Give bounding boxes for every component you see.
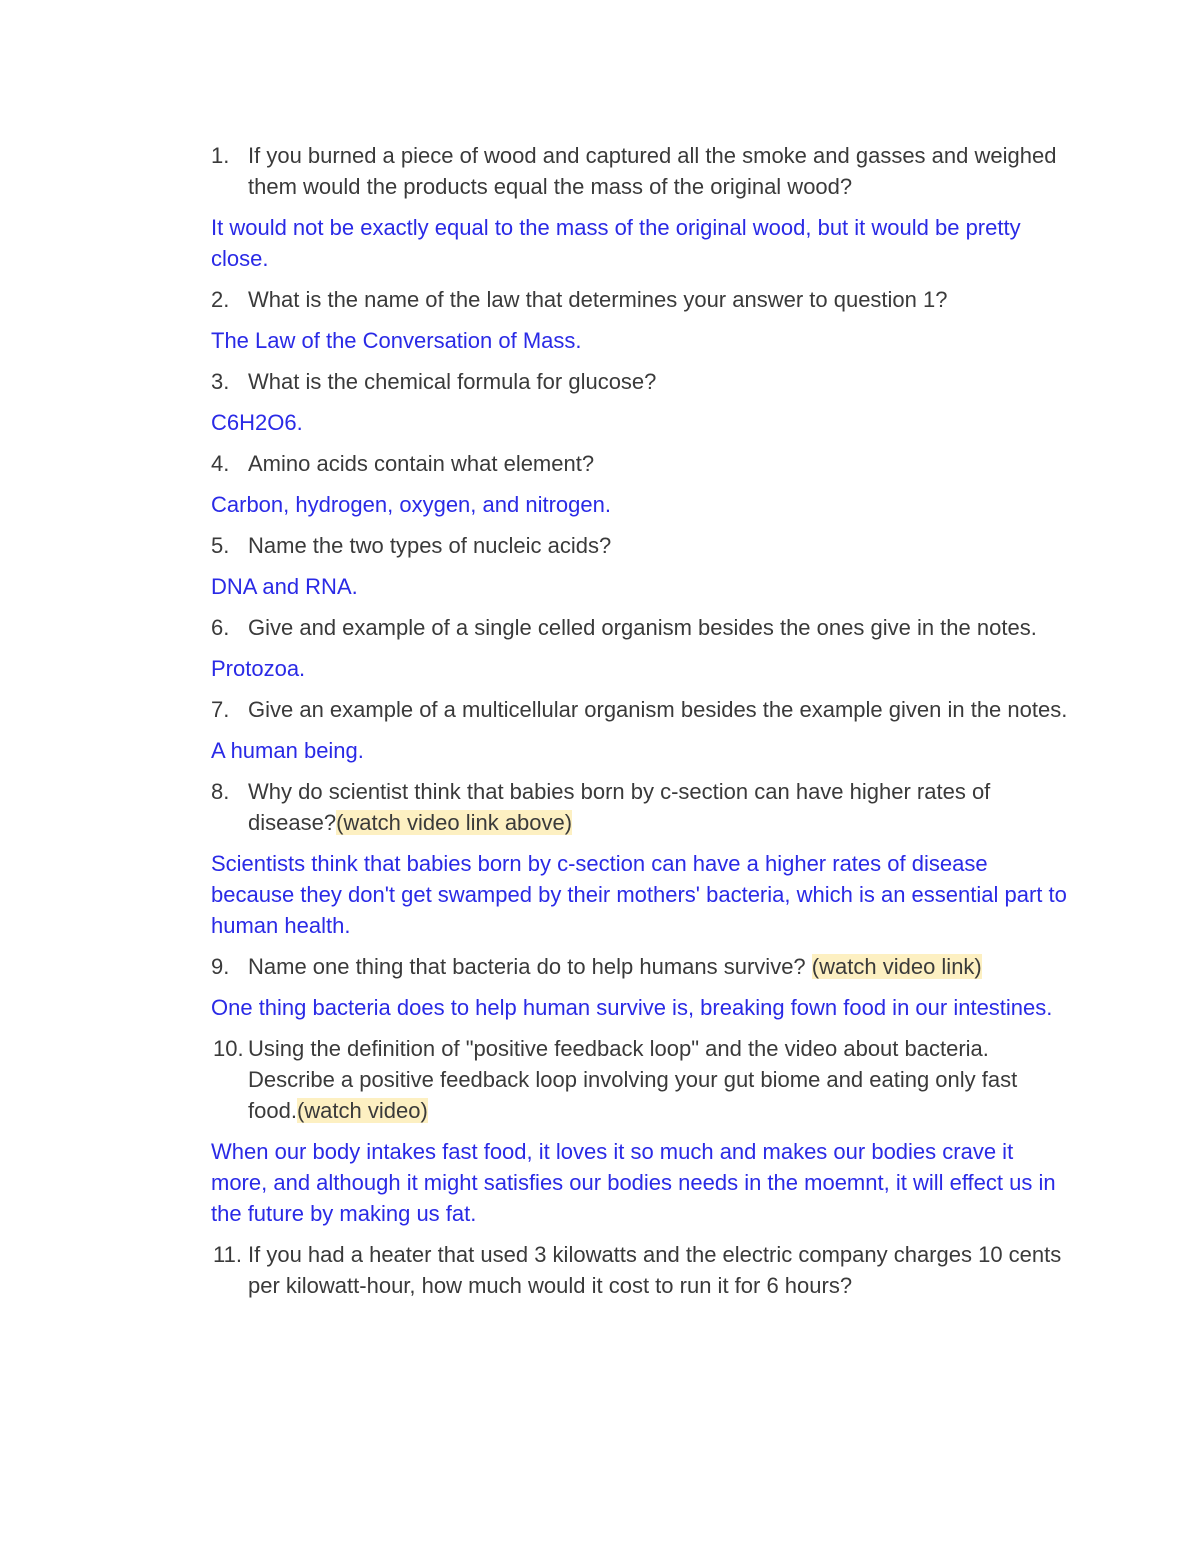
question-9 bbox=[211, 951, 1071, 982]
question-text: Name one thing that bacteria do to help humans survive? bbox=[248, 954, 812, 979]
question-text: Why do scientist think that babies born by c-section can have higher rates of disease? bbox=[248, 779, 991, 835]
question-number: 4. bbox=[211, 451, 230, 476]
answer-5: DNA and RNA. bbox=[211, 574, 358, 599]
worksheet-page bbox=[211, 140, 1071, 1311]
question-text: Give an example of a multicellular organism besides the example given in the notes. bbox=[248, 697, 1068, 722]
video-link-note: (watch video) bbox=[296, 1098, 428, 1123]
question-3 bbox=[211, 366, 1071, 397]
question-2 bbox=[211, 284, 1071, 315]
question-text: What is the chemical formula for glucose? bbox=[248, 369, 657, 394]
answer-7: A human being. bbox=[211, 738, 364, 763]
question-number: 1. bbox=[211, 143, 230, 168]
answer-3: C6H2O6. bbox=[211, 410, 303, 435]
question-number: 11. bbox=[213, 1242, 242, 1267]
question-10 bbox=[211, 1033, 1071, 1126]
answer-9: One thing bacteria does to help human survive is, breaking fown food in our intestines. bbox=[211, 995, 1053, 1020]
question-number: 6. bbox=[211, 615, 230, 640]
question-4 bbox=[211, 448, 1071, 479]
question-text: If you had a heater that used 3 kilowatts and the electric company charges 10 cents per kilowatt-hour, how much would it cost to run it for 6 hours? bbox=[248, 1242, 1062, 1298]
question-number: 8. bbox=[211, 779, 230, 804]
question-text: Amino acids contain what element? bbox=[248, 451, 595, 476]
question-5 bbox=[211, 530, 1071, 561]
answer-2: The Law of the Conversation of Mass. bbox=[211, 328, 582, 353]
question-7 bbox=[211, 694, 1071, 725]
video-link-note: (watch video link above) bbox=[336, 810, 573, 835]
question-text: If you burned a piece of wood and captured all the smoke and gasses and weighed them would the products equal the mass of the original wood? bbox=[248, 143, 1057, 199]
question-11 bbox=[211, 1239, 1071, 1301]
question-number: 2. bbox=[211, 287, 230, 312]
video-link-note: (watch video link) bbox=[811, 954, 982, 979]
question-number: 5. bbox=[211, 533, 230, 558]
question-text: Give and example of a single celled organism besides the ones give in the notes. bbox=[248, 615, 1037, 640]
answer-4: Carbon, hydrogen, oxygen, and nitrogen. bbox=[211, 492, 611, 517]
answer-10: When our body intakes fast food, it loves it so much and makes our bodies crave it more, and although it might satisfies our bodies needs in the moemnt, it will effect us in the future by making us fat. bbox=[211, 1139, 1056, 1226]
question-number: 3. bbox=[211, 369, 230, 394]
question-8 bbox=[211, 776, 1071, 838]
question-number: 7. bbox=[211, 697, 230, 722]
question-6 bbox=[211, 612, 1071, 643]
answer-6: Protozoa. bbox=[211, 656, 306, 681]
question-text: Using the definition of "positive feedback loop" and the video about bacteria. Describe a positive feedback loop involving your gut biome and eating only fast food. bbox=[248, 1036, 1018, 1123]
question-text: Name the two types of nucleic acids? bbox=[248, 533, 612, 558]
question-number: 10. bbox=[213, 1036, 244, 1061]
question-text: What is the name of the law that determines your answer to question 1? bbox=[248, 287, 948, 312]
answer-1: It would not be exactly equal to the mass of the original wood, but it would be pretty close. bbox=[211, 215, 1021, 271]
answer-8: Scientists think that babies born by c-section can have a higher rates of disease because they don't get swamped by their mothers' bacteria, which is an essential part to human health. bbox=[211, 851, 1067, 938]
question-number: 9. bbox=[211, 954, 230, 979]
question-1 bbox=[211, 140, 1071, 202]
